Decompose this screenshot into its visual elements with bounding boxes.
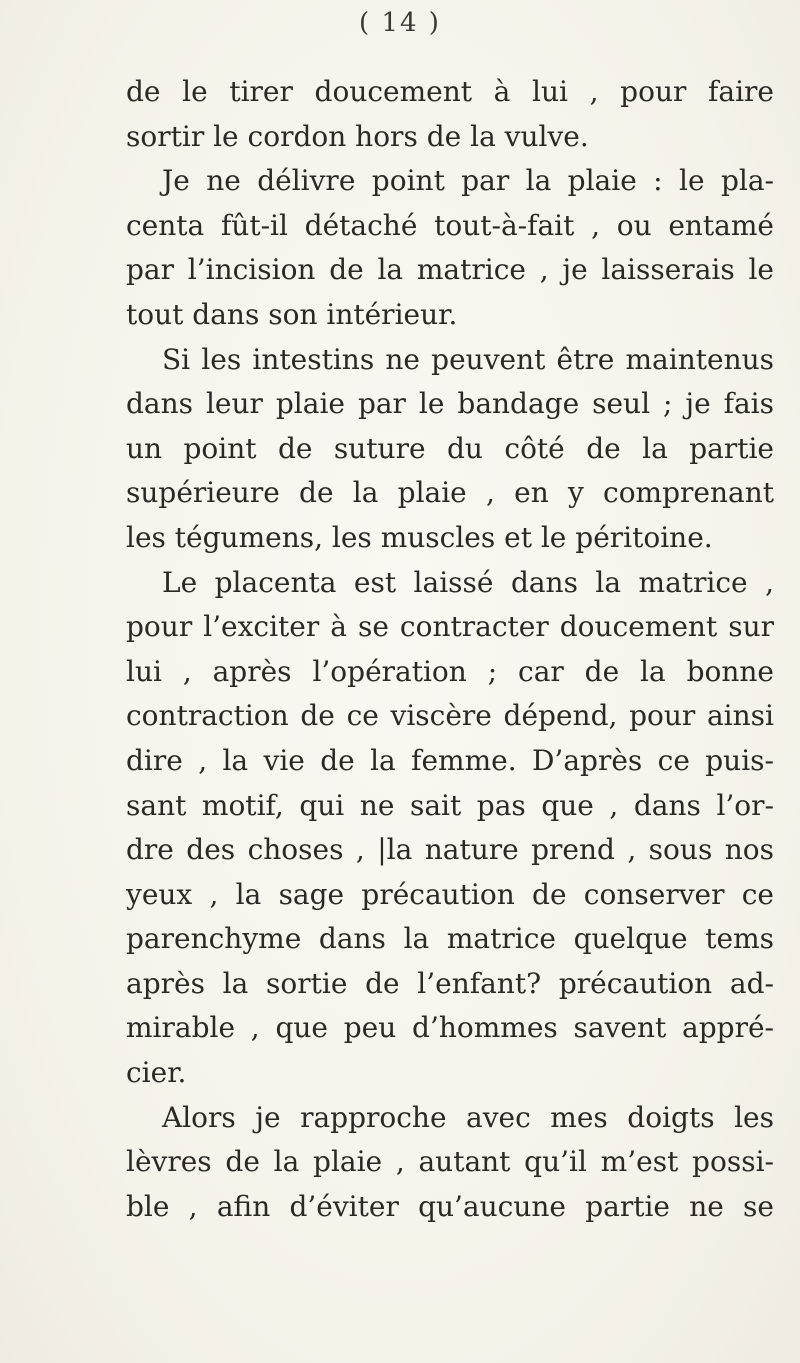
text-line: cier. (126, 1056, 187, 1090)
text-line: de le tirer doucement à lui , pour faire (126, 75, 774, 108)
text-line: un point de suture du côté de la partie (126, 431, 774, 465)
text-line: lèvres de la plaie , autant qu’il m’est possi- (126, 1145, 774, 1179)
paragraph-start-line: Je ne délivre point par la plaie : le pla- (162, 164, 774, 198)
text-line: tout dans son intérieur. (126, 297, 458, 331)
text-line: yeux , la sage précaution de conserver ce (126, 877, 774, 911)
text-line: ble , afin d’éviter qu’aucune partie ne se (126, 1189, 774, 1223)
page-number: ( 14 ) (359, 8, 441, 38)
text-line: dre des choses , |la nature prend , sous nos (126, 833, 774, 867)
text-line: après la sortie de l’enfant? précaution ad- (126, 966, 774, 1000)
text-line: pour l’exciter à se contracter doucement sur (126, 610, 774, 644)
text-line: supérieure de la plaie , en y comprenant (126, 476, 774, 510)
paragraph-start-line: Si les intestins ne peuvent être maintenus (162, 342, 774, 376)
text-line: lui , après l’opération ; car de la bonne (126, 654, 774, 688)
text-line: parenchyme dans la matrice quelque tems (126, 922, 774, 956)
body-text (126, 70, 774, 1229)
text-line: dans leur plaie par le bandage seul ; je fais (126, 387, 774, 421)
text-line: par l’incision de la matrice , je laisserais le (126, 253, 774, 287)
text-line: sortir le cordon hors de la vulve. (126, 119, 589, 153)
text-line: contraction de ce viscère dépend, pour ainsi (126, 699, 774, 733)
text-line: dire , la vie de la femme. D’après ce puis- (126, 743, 774, 777)
text-line: mirable , que peu d’hommes savent appré- (126, 1011, 774, 1045)
paragraph-start-line: Le placenta est laissé dans la matrice , (162, 565, 774, 599)
text-line: sant motif, qui ne sait pas que , dans l’or- (126, 788, 774, 822)
text-line: les tégumens, les muscles et le péritoine. (126, 520, 713, 554)
paragraph-start-line: Alors je rapproche avec mes doigts les (162, 1100, 774, 1134)
text-line: centa fût-il détaché tout-à-fait , ou entamé (126, 208, 774, 242)
